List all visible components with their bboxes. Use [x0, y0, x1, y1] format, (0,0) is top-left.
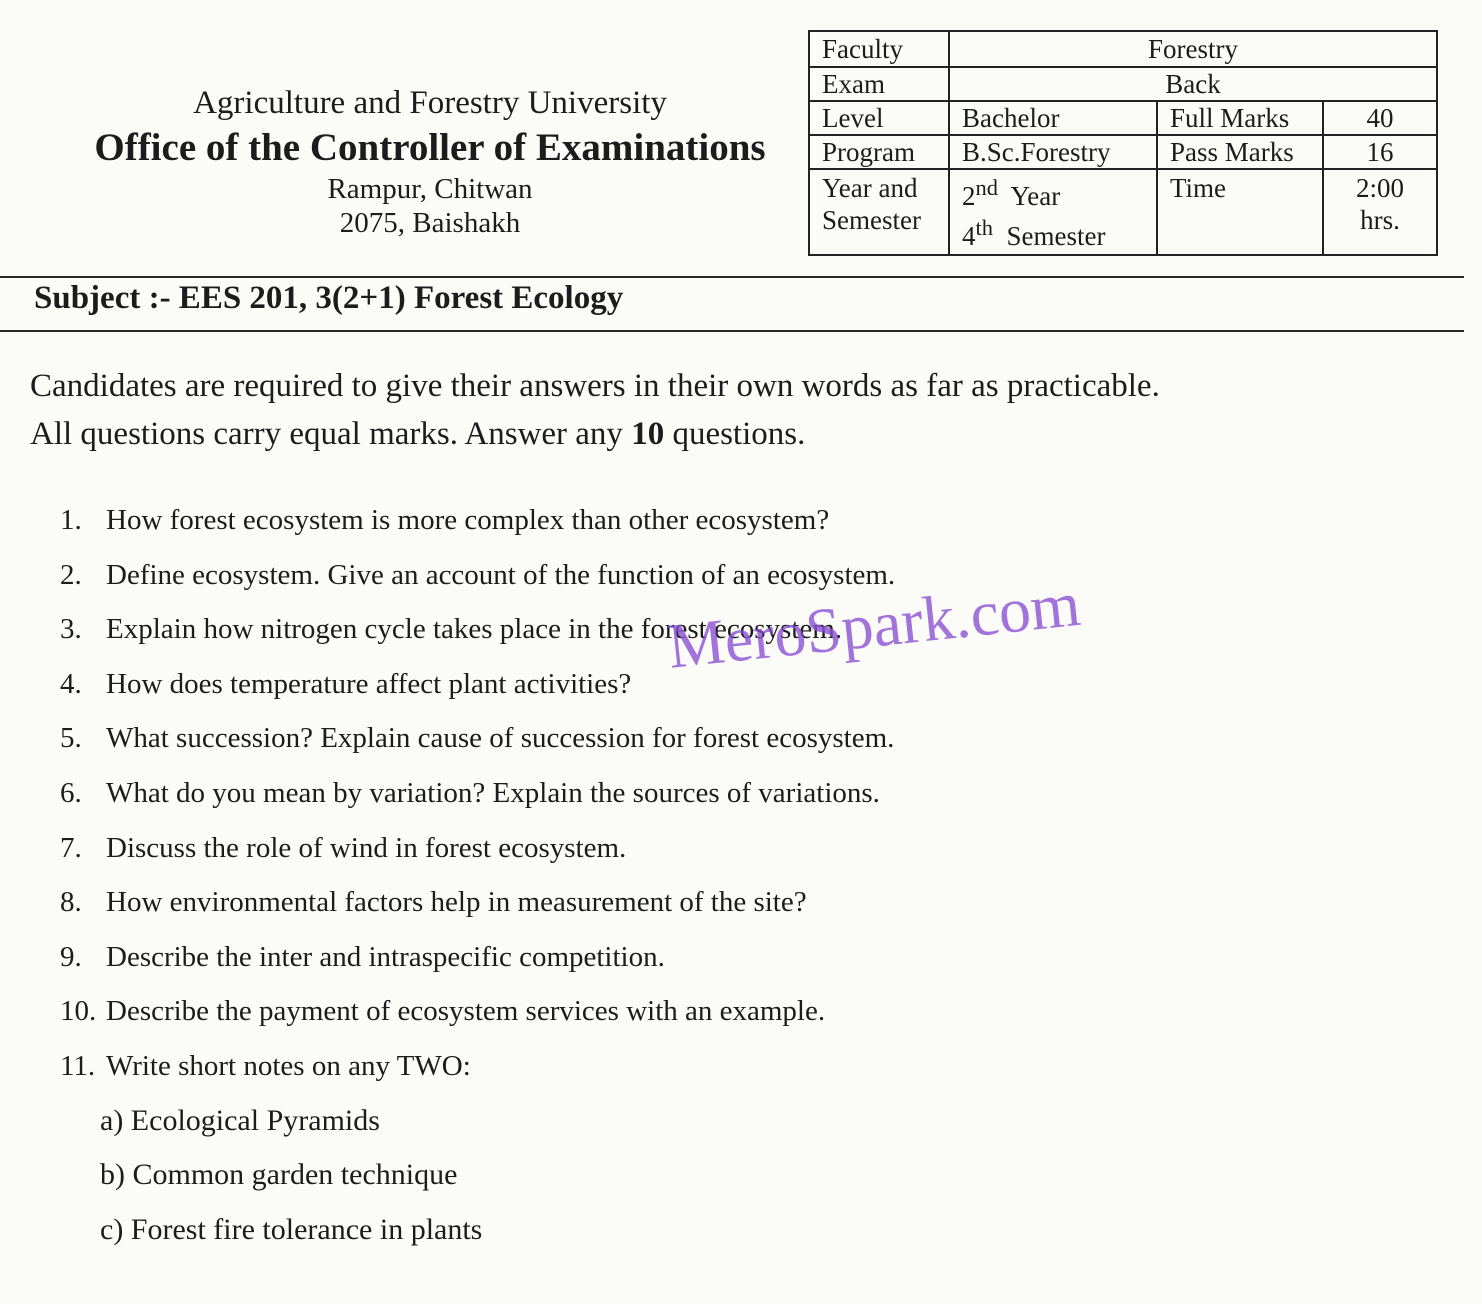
time-unit: hrs. — [1360, 205, 1400, 235]
full-marks-value: 40 — [1323, 101, 1437, 135]
instruction-line-2-post: questions. — [664, 416, 806, 452]
question-text: Explain how nitrogen cycle takes place in the forest ecosystem. — [106, 613, 843, 646]
full-marks-label: Full Marks — [1157, 101, 1323, 135]
short-note-item: c) Forest fire tolerance in plants — [100, 1212, 483, 1246]
year-semester-value — [949, 169, 1157, 255]
question-number: 7. — [60, 831, 82, 864]
question-text: How forest ecosystem is more complex than other ecosystem? — [106, 504, 830, 536]
exam-info-table — [808, 30, 1438, 256]
exam-value: Back — [949, 67, 1437, 101]
subject-line: Subject :- EES 201, 3(2+1) Forest Ecology — [34, 280, 624, 316]
time-value: 2:00 — [1355, 173, 1404, 203]
question-number: 9. — [60, 940, 82, 973]
office-title: Office of the Controller of Examinations — [94, 126, 766, 169]
faculty-value: Forestry — [949, 31, 1437, 67]
question-item — [60, 882, 895, 937]
question-text: Write short notes on any TWO: — [106, 1049, 471, 1082]
year-number: 2 — [962, 181, 976, 211]
question-text: How environmental factors help in measurement of the site? — [106, 886, 807, 919]
question-number: 3. — [60, 613, 82, 646]
pass-marks-value: 16 — [1323, 135, 1437, 169]
short-note-item: b) Common garden technique — [100, 1158, 458, 1192]
question-text: Describe the inter and intraspecific competition. — [106, 940, 665, 973]
top-rule — [0, 276, 1464, 278]
question-number: 10. — [60, 995, 97, 1028]
level-label: Level — [809, 101, 949, 135]
exam-place: Rampur, Chitwan — [327, 173, 533, 205]
semester-word: Semester — [1006, 221, 1106, 251]
instruction-line-2 — [30, 410, 1160, 458]
semester-value — [962, 212, 1144, 252]
time-label: Time — [1157, 169, 1323, 255]
level-value: Bachelor — [949, 101, 1157, 135]
question-number: 1. — [60, 504, 82, 536]
program-value: B.Sc.Forestry — [949, 135, 1157, 169]
question-number: 5. — [60, 722, 82, 755]
year-semester-label — [809, 169, 949, 255]
instructions — [30, 362, 1160, 458]
question-number: 8. — [60, 886, 82, 919]
pass-marks-label: Pass Marks — [1157, 135, 1323, 169]
question-text: Define ecosystem. Give an account of the function of an ecosystem. — [106, 558, 896, 591]
question-number: 4. — [60, 667, 82, 700]
bottom-rule — [0, 330, 1464, 332]
university-name: Agriculture and Forestry University — [193, 85, 667, 121]
question-number: 6. — [60, 776, 82, 809]
question-item — [60, 500, 895, 555]
question-text: Discuss the role of wind in forest ecosystem. — [106, 831, 627, 864]
question-text: How does temperature affect plant activities? — [106, 667, 632, 700]
program-label: Program — [809, 135, 949, 169]
question-count: 10 — [631, 416, 665, 452]
year-suffix: nd — [975, 175, 998, 200]
semester-label: Semester — [822, 205, 921, 235]
question-item — [60, 937, 895, 992]
short-note-item: a) Ecological Pyramids — [100, 1103, 380, 1137]
time-value-cell — [1323, 169, 1437, 255]
semester-suffix: th — [975, 215, 994, 240]
question-number: 2. — [60, 558, 82, 591]
question-item — [60, 718, 895, 773]
question-item — [60, 991, 895, 1046]
exam-label: Exam — [809, 67, 949, 101]
year-value — [962, 172, 1144, 212]
instruction-line-2-pre: All questions carry equal marks. Answer any — [30, 416, 632, 452]
year-and-label: Year and — [822, 173, 918, 203]
question-text: Describe the payment of ecosystem services with an example. — [106, 995, 826, 1028]
faculty-label: Faculty — [809, 31, 949, 67]
question-item — [60, 828, 895, 883]
question-number: 11. — [60, 1049, 96, 1082]
instruction-line-1: Candidates are required to give their answers in their own words as far as practicable. — [30, 368, 1160, 404]
question-text: What do you mean by variation? Explain the sources of variations. — [106, 776, 880, 809]
watermark: MeroSpark.com — [664, 567, 1084, 682]
question-text: What succession? Explain cause of succession for forest ecosystem. — [106, 722, 895, 755]
question-item — [60, 773, 895, 828]
semester-number: 4 — [962, 221, 976, 251]
exam-header — [60, 82, 800, 240]
exam-date: 2075, Baishakh — [339, 207, 521, 239]
question-item — [60, 1046, 895, 1101]
year-word: Year — [1010, 181, 1061, 211]
